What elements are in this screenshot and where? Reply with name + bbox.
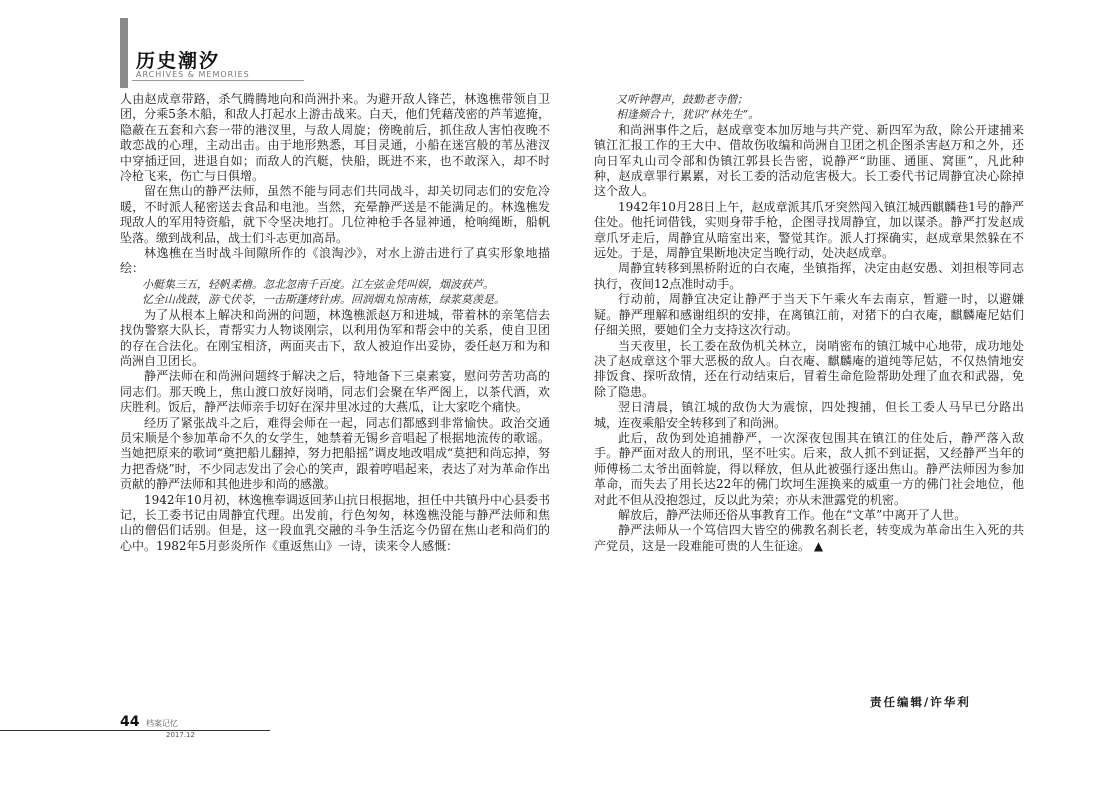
paragraph — [594, 123, 1024, 200]
paragraph-text: 静严法师从一个笃信四大皆空的佛教名刹长老，转变成为革命出生入死的共产党员，这是一段难能可贵的人生征途。 — [594, 523, 1024, 553]
paragraph-text: 解放后，静严法师还俗从事教育工作。他在“文革”中离开了人世。 — [618, 507, 967, 522]
paragraph — [594, 508, 1024, 523]
paragraph — [594, 292, 1024, 338]
paragraph-text: 为了从根本上解决和尚洲的问题，林逸樵派赵万和进城，带着林的亲笔信去找伪警察大队长，青帮实力人物谈刚宗，以利用伪军和帮会中的关系，使自卫团的存在合法化。在刚宝相济，两面夹击下，敌人被迫作出妥协，委任赵万和为和尚洲自卫团长。 — [120, 307, 550, 368]
header-accent-bar — [120, 18, 128, 88]
right-column — [594, 92, 1024, 554]
paragraph-text: 又听钟磬声，鼓勤老寺僧； — [616, 93, 748, 106]
paragraph — [594, 92, 1024, 107]
end-mark-icon: ▲ — [813, 538, 824, 553]
page-number: 44 — [120, 714, 140, 730]
paragraph-text: 林逸樵在当时战斗间隙所作的《浪淘沙》，对水上游击进行了真实形象地描绘： — [120, 246, 550, 276]
paragraph — [120, 184, 550, 246]
paragraph-text: 此后，敌伪到处追捕静严，一次深夜包围其在镇江的住处后，静严落入敌手。静严面对敌人的刑讯，坚不吐实。后来，敌人抓不到证据，又经静严当年的师傅杨二太爷出面斡旋，得以释放，但从此被强行逐出焦山。静严法师因为参加革命，而失去了用长达22年的佛门坎坷生涯换来的威重一方的佛门社会地位，他对此不但从没抱怨过，反以此为荣；亦从未泄露党的机密。 — [594, 430, 1024, 507]
paragraph-text: 静严法师在和尚洲问题终于解决之后，特地备下三桌素宴，慰问劳苦功高的同志们。那天晚上，焦山渡口放好岗哨，同志们会聚在华严阁上，以茶代酒，欢庆胜利。饭后，静严法师亲手切好在深井里冰过的大燕瓜，让大家吃个痛快。 — [120, 369, 550, 415]
paragraph — [120, 246, 550, 277]
paragraph — [594, 431, 1024, 508]
paragraph-text: 翌日清晨，镇江城的敌伪大为震惊，四处搜捕，但长工委人马早已分路出城，连夜乘船安全转移到了和尚洲。 — [594, 400, 1024, 430]
paragraph — [120, 92, 550, 184]
paragraph — [594, 200, 1024, 262]
editor-credit: 责任编辑/许华利 — [870, 695, 971, 709]
paragraph-text: 行动前，周静宜决定让静严于当天下午乘火车去南京，暂避一时，以避嫌疑。静严理解和感谢组织的安排，在离镇江前，对猪下的白衣庵，麒麟庵尼姑们仔细关照，要她们全力支持这次行动。 — [594, 292, 1024, 338]
paragraph-text: 和尚洲事件之后，赵成章变本加厉地与共产党、新四军为敌，除公开逮捕来镇江汇报工作的王大中、借故伤收编和尚洲自卫团之机企图杀害赵万和之外，还向日军丸山司令部和伪镇江郭县长告密，说静严“助匪、通匪、窝匪”，凡此种种，赵成章罪行累累，对长工委的活动危害极大。长工委代书记周静宜决心除掉这个敌人。 — [594, 122, 1024, 199]
paragraph-text: 经历了紧张战斗之后，难得会师在一起，同志们都感到非常愉快。政治交通员宋顺是个参加革命不久的女学生，她禁着无锡乡音唱起了根据地流传的歌谣。当她把原来的歌词“奠把船儿翻掉，努力把船摇”调皮地改唱成“莫把和尚忘掉，努力把香烧”时，不少同志发出了会心的笑声，跟着哼唱起来，表达了对为革命作出贡献的静严法师和其他进步和尚的感激。 — [120, 415, 550, 492]
paragraph — [120, 416, 550, 493]
paragraph-text: 人由赵成章带路，杀气腾腾地向和尚洲扑来。为避开敌人锋芒，林逸樵带领自卫团，分乘5条木船，和敌人打起水上游击战来。白天，他们凭藉茂密的芦苇遮掩，隐蔽在五套和六套一带的港汊里，与敌人周旋；傍晚前后，抓住敌人害怕夜晚不敢恋战的心理，主动出击。由于地形熟悉，耳目灵通，小船在迷宫般的苇丛港汊中穿插迂回，进退自如；而敌人的汽艇，快船，既进不来，也不敢深入，却不时冷枪飞来，伤亡与日俱增。 — [120, 92, 550, 184]
paragraph-text: 留在焦山的静严法师，虽然不能与同志们共同战斗，却关切同志们的安危冷暖，不时派人秘密送去食品和电池。当然，充晕静严送是不能满足的。林逸樵发现敌人的军用特资船，就下令坚决地打。几位神枪手各显神通，枪响绳断，船帆坠落。缴到战利品，战士们斗志更加高昂。 — [120, 184, 550, 245]
paragraph-text: 相逢频合十，犹识“林先生”。 — [616, 108, 760, 122]
paragraph — [594, 339, 1024, 401]
paragraph — [594, 107, 1024, 122]
section-title: 历史潮汐 — [136, 50, 221, 72]
journal-name: 档案记忆 — [146, 719, 178, 728]
paragraph-text: 当天夜里，长工委在敌伪机关林立，岗哨密布的镇江城中心地带，成功地处决了赵成章这个罪大恶极的敌人。白衣庵、麒麟庵的道纯等尼姑，不仅热情地安排饭食、探听敌情，还在行动结束后，冒着生命危险帮助处理了血衣和武器，免除了隐患。 — [594, 338, 1024, 399]
paragraph — [120, 493, 550, 555]
paragraph-text: 周静宜转移到黑桥附近的白衣庵，坐镇指挥，决定由赵安愚、刘担根等同志执行，夜间12点准时动手。 — [594, 261, 1024, 291]
paragraph — [594, 400, 1024, 431]
section-subtitle: ARCHIVES & MEMORIES — [136, 70, 250, 79]
issue-date: 2017.12 — [166, 731, 195, 739]
paragraph-text: 1942年10月28日上午，赵成章派其爪牙突然闯入镇江城西麒麟巷1号的静严住处。他托词借钱，实则身带手枪，企图寻找周静宜，加以谋杀。静严打发赵成章爪牙走后，周静宜从暗室出来，警觉其诈。派人打探确实，赵成章果然躲在不远处。于是，周静宜果断地决定当晚行动，处决赵成章。 — [594, 199, 1024, 261]
paragraph — [594, 261, 1024, 292]
paragraph — [120, 292, 550, 307]
footer-rule — [0, 730, 270, 731]
paragraph — [594, 523, 1024, 554]
left-column — [120, 92, 550, 554]
header-rule — [132, 80, 304, 81]
paragraph — [120, 369, 550, 415]
paragraph-text: 小艇集三五，轻帆柔橹。忽北忽南千百度。江左弦金凭叫娱，烟波获芦。 — [142, 277, 494, 291]
paragraph-text: 忆全山战鼓，游弋伏苓，一击斯蓬烤针虏。回润烟丸惊南栋，绿浆莫羡是。 — [142, 293, 505, 307]
paragraph — [120, 277, 550, 292]
paragraph — [120, 308, 550, 370]
paragraph-text: 1942年10月初，林逸樵奉调返回茅山抗日根据地，担任中共镇丹中心县委书记，长工委书记由周静宜代理。出发前，行色匆匆，林逸樵没能与静严法师和焦山的僧侣们话别。但是，这一段血乳交融的斗争生活迄今仍留在焦山老和尚们的心中。1982年5月彭炎所作《重返焦山》一诗，读来令人感慨： — [120, 492, 550, 553]
